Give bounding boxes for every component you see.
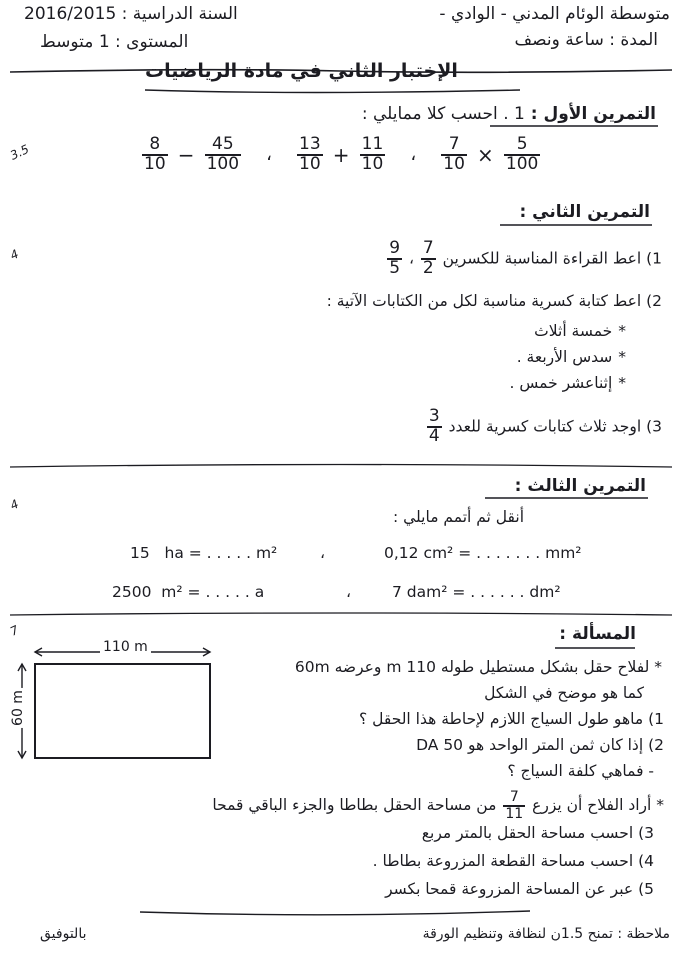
fraction — [504, 136, 540, 174]
ex2-heading: التمرين الثاني : — [519, 202, 650, 222]
fraction — [142, 136, 168, 174]
ex2-q1: 1) اعط القراءة المناسبة للكسرين $\frac{7}{2}$ ، $\frac{9}{5}$ — [389, 238, 662, 278]
fraction — [421, 240, 436, 278]
ex3-heading: التمرين الثالث : — [514, 476, 646, 496]
ex1-score: 3.5 — [8, 141, 32, 163]
school-year: السنة الدراسية : 2016/2015 — [24, 4, 238, 24]
ex2-bullet-2: *سدس الأربعة . — [516, 348, 626, 366]
problem-line-8: 4) احسب مساحة القطعة المزروعة بطاطا . — [372, 852, 654, 870]
ex3-row2-left: 2500 m² = . . . . . a — [112, 583, 265, 601]
problem-line-2: كما هو موضح في الشكل — [484, 684, 644, 702]
question-number: 3 — [652, 417, 662, 436]
numerator: 3 — [428, 406, 440, 426]
numerator: 5 — [516, 134, 528, 154]
fraction — [387, 240, 402, 278]
expr-c — [140, 134, 248, 174]
numerator: 11 — [361, 134, 384, 154]
numerator: 7 — [509, 789, 519, 805]
ex3-score: 4 — [8, 496, 21, 513]
separator: ، — [346, 583, 352, 601]
problem-line-1: * لفلاح حقل بشكل مستطيل طوله 110 m وعرضه 60m — [294, 658, 662, 676]
problem-heading: المسألة : — [559, 624, 636, 644]
separator: ، — [408, 249, 414, 268]
exam-duration: المدة : ساعة ونصف — [514, 30, 658, 50]
denominator: 10 — [443, 153, 465, 174]
problem-score: 7 — [8, 622, 21, 639]
numerator: 7 — [422, 238, 434, 258]
question-number: 1 — [652, 249, 662, 268]
ex2-bullet-1: *خمسة أثلاث — [534, 322, 626, 340]
problem-line-7: 3) احسب مساحة الحقل بالمتر مربع — [421, 824, 654, 842]
fraction — [297, 136, 323, 174]
fraction — [427, 408, 442, 446]
ex1-heading — [362, 104, 656, 124]
denominator: 5 — [389, 257, 401, 278]
separator: ، — [410, 144, 417, 166]
bullet-text: خمسة أثلاث — [534, 322, 613, 340]
line-text: * أراد الفلاح أن يزرع — [532, 796, 664, 815]
field-rectangle — [35, 664, 210, 758]
expr-b — [295, 134, 392, 174]
ex2-q2: 2) اعط كتابة كسرية مناسبة لكل من الكتابات الآتية : — [326, 292, 662, 310]
operator: − — [177, 142, 195, 167]
question-text: اعط القراءة المناسبة للكسرين — [442, 249, 642, 268]
problem-line-6 — [212, 790, 664, 821]
problem-line-5: - فماهي كلفة السياج ؟ — [507, 762, 654, 780]
numerator: 45 — [212, 134, 234, 154]
field-width-label: 110 m — [100, 639, 151, 655]
fraction — [441, 136, 467, 174]
separator: ، — [320, 544, 326, 562]
denominator: 10 — [361, 153, 384, 174]
problem-line-4: 2) إذا كان ثمن المتر الواحد هو 50 DA — [416, 736, 664, 754]
bullet-text: إثناعشر خمس . — [509, 374, 613, 392]
separator: ، — [266, 144, 272, 166]
bullet-text: سدس الأربعة . — [516, 348, 613, 366]
fraction — [205, 136, 241, 174]
ex3-row1-right: 0,12 cm² = . . . . . . . mm² — [384, 544, 582, 562]
school-name: متوسطة الوئام المدني - الوادي - — [439, 4, 670, 24]
denominator: 100 — [505, 153, 539, 174]
ex1-expressions — [140, 136, 542, 174]
question-number: 2 — [652, 292, 662, 310]
student-level: المستوى : 1 متوسط — [40, 32, 189, 52]
denominator: 4 — [428, 425, 440, 446]
ex3-row1-left: 15 ha = . . . . . m² — [130, 544, 278, 562]
ex3-row2-right: 7 dam² = . . . . . . dm² — [392, 583, 561, 601]
problem-line-3: 1) ماهو طول السياج اللازم لإحاطة هذا الحقل ؟ — [358, 710, 664, 728]
numerator: 8 — [149, 134, 161, 154]
ex3-instruction: أنقل ثم أتمم مايلي : — [392, 508, 524, 526]
footer-wish: بالتوفيق — [40, 926, 87, 942]
ex2-bullet-3: *إثناعشر خمس . — [509, 374, 626, 392]
ex1-instruction: 1 . احسب كلا ممايلي : — [361, 104, 525, 124]
field-height-label: 60 m — [9, 690, 26, 726]
numerator: 7 — [448, 134, 460, 154]
ex1-heading-label: التمرين الأول : — [530, 104, 656, 124]
question-text: اوجد ثلاث كتابات كسرية للعدد — [448, 417, 642, 436]
denominator: 11 — [505, 805, 524, 822]
ex2-q3: 3) اوجد ثلاث كتابات كسرية للعدد $\frac{3}{4}$ — [428, 406, 662, 446]
fraction — [503, 790, 525, 821]
footer-note: ملاحظة : تمنح 1.5ن لنظافة وتنظيم الورقة — [422, 926, 670, 942]
fraction — [360, 136, 386, 174]
denominator: 10 — [299, 153, 321, 174]
problem-line-9: 5) عبر عن المساحة المزروعة قمحا بكسر — [385, 880, 654, 898]
denominator: 100 — [206, 153, 240, 174]
ex2-score: 4 — [8, 246, 21, 263]
expr-a — [439, 134, 542, 174]
numerator: 9 — [389, 238, 401, 258]
page-title: الإختبار الثاني في مادة الرياضيات — [145, 60, 458, 82]
operator: + — [332, 142, 350, 167]
operator: × — [477, 142, 494, 167]
denominator: 10 — [144, 153, 166, 174]
denominator: 2 — [422, 257, 434, 278]
question-text: اعط كتابة كسرية مناسبة لكل من الكتابات الآتية : — [326, 292, 642, 310]
numerator: 13 — [299, 134, 321, 154]
line-text: من مساحة الحقل بطاطا والجزء الباقي قمحا — [212, 796, 497, 815]
